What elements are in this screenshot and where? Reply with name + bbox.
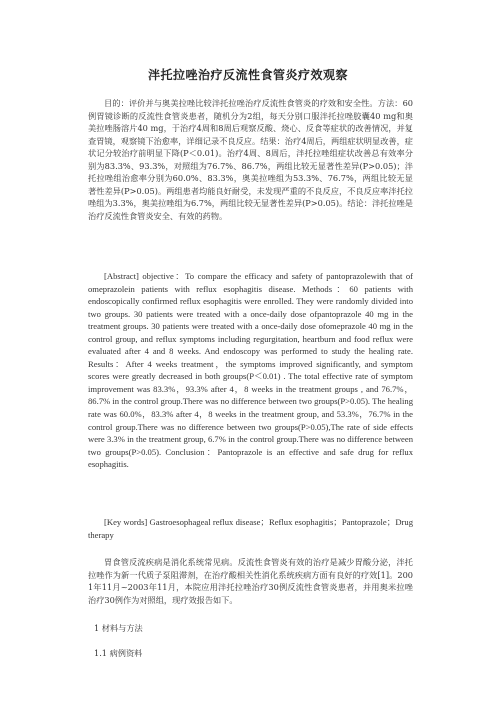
document-title: 泮托拉唑治疗反流性食管炎疗效观察	[147, 68, 348, 82]
keywords: [Key words] Gastroesophageal reflux disease；Reflux esophagitis；Pantoprazole；Drug therapy	[88, 517, 413, 540]
introduction-paragraph: 胃食管反流疾病是消化系统常见病。反流性食管炎有效的治疗是减少胃酸分泌，泮托拉唑作为新一代质子泵阻滞剂，在治疗酸相关性消化系统疾病方面有良好的疗效[1]。2001年11月~2003年11月，本院应用泮托拉唑治疗30例反流性食管炎患者，并用奥米拉唑治疗30例作为对照组，现疗效报告如下。	[88, 557, 413, 605]
section-heading-materials-methods: 1 材料与方法	[94, 623, 143, 633]
english-abstract: [Abstract] objective：To compare the efficacy and safety of pantoprazolewith that of omeprazolein patients with reflux esophagitis disease. Methods：60 patients with endoscopically confirmed reflux esophagitis were enrolled. They were randomly divided into two groups. 30 patients were treated with a once-daily dose ofpantoprazole 40 mg in the treatment groups. 30 patients were treated with a once-daily dose ofomeprazole 40 mg in the control group, and reflux symptoms including regurgitation, heartburn and food reflux were evaluated after 4 and 8 weeks. And endoscopy was performed to study the healing rate. Results：After 4 weeks treatment，the symptoms improved significantly, and symptom scores were greatly decreased in both groups(P＜0.01) . The total effective rate of symptom improvement was 83.3%，93.3% after 4，8 weeks in the treatment groups , and 76.7%，86.7% in the control group.There was no difference between two groups(P>0.05). The healing rate was 60.0%，83.3% after 4，8 weeks in the treatment group, and 53.3%，76.7% in the control group.There was no difference between two groups(P>0.05),The rate of side effects were 3.3% in the treatment group, 6.7% in the control group.There was no difference between two groups(P>0.05). Conclusion：Pantoprazole is an effective and safe drug for reflux esophagitis.	[88, 271, 413, 470]
subsection-heading-case-data: 1.1 病例资料	[94, 648, 143, 658]
chinese-abstract: 目的：评价并与奥美拉唑比较泮托拉唑治疗反流性食管炎的疗效和安全性。方法：60例胃镜诊断的反流性食管炎患者，随机分为2组，每天分别口服泮托拉唑胶囊40 mg和奥美拉唑肠溶片40 mg，于治疗4周和8周后观察反酸、烧心、反食等症状的改善情况，并复查胃镜，观察镜下治愈率，详细记录不良反应。结果：治疗4周后，两组症状明显改善，症状记分较治疗前明显下降(P＜0.01)。治疗4周、8周后，泮托拉唑组症状改善总有效率分别为83.3%、93.3%，对照组为76.7%、86.7%，两组比较无显著性差异(P>0.05)；泮托拉唑组治愈率分别为60.0%、83.3%，奥美拉唑组为53.3%、76.7%，两组比较无显著性差异(P>0.05)。两组患者均能良好耐受，未发现严重的不良反应，不良反应率泮托拉唑组为3.3%，奥美拉唑组为6.7%，两组比较无显著性差异(P>0.05)。结论：泮托拉唑是治疗反流性食管炎安全、有效的药物。	[88, 98, 413, 221]
